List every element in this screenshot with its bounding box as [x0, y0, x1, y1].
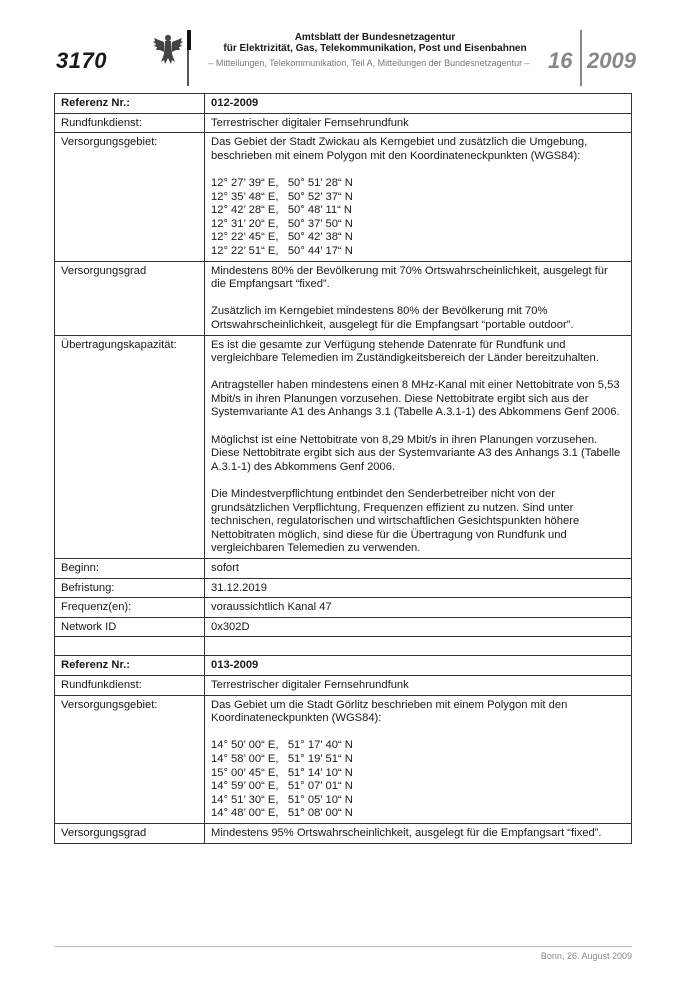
footer-date: Bonn, 26. August 2009	[540, 951, 632, 961]
area-label: Versorgungsgebiet:	[55, 133, 205, 261]
page-number: 3170	[56, 48, 107, 73]
service-value: Terrestrischer digitaler Fernsehrundfunk	[205, 675, 632, 695]
page-header	[0, 0, 700, 90]
term-label: Befristung:	[55, 578, 205, 598]
coordinate: 12° 27’ 39“ E, 50° 51’ 28“ N	[211, 176, 353, 189]
network-id-value: 0x302D	[205, 617, 632, 637]
ref-label: Referenz Nr.:	[55, 656, 205, 676]
frequency-value: voraussichtlich Kanal 47	[205, 598, 632, 618]
table-row	[55, 675, 632, 695]
table-row	[55, 598, 632, 618]
grade-paragraph: Mindestens 80% der Bevölkerung mit 70% Ortswahrscheinlichkeit, ausgelegt für die Empfangsart “fixed”.	[211, 264, 608, 291]
table-row	[55, 823, 632, 843]
table-row	[55, 578, 632, 598]
ref-label: Referenz Nr.:	[55, 94, 205, 114]
frequency-label: Frequenz(en):	[55, 598, 205, 618]
capacity-label: Übertragungskapazität:	[55, 335, 205, 559]
section-subtitle: – Mitteilungen, Telekommunikation, Teil A, Mitteilungen der Bundesnetzagentur –	[208, 58, 530, 68]
capacity-paragraph: Möglichst ist eine Nettobitrate von 8,29 Mbit/s in ihren Planungen vorzusehen. Diese Nettobitrate ergibt sich aus der Systemvariante A3 des Anhangs 3.1 (Tabelle A.3.1-1) des Abkommens Genf 2006.	[211, 433, 621, 473]
publication-subtitle: für Elektrizität, Gas, Telekommunikation, Post und Eisenbahnen	[223, 43, 527, 54]
table-row	[55, 617, 632, 637]
table-row	[55, 261, 632, 335]
table-spacer-row	[55, 637, 632, 656]
area-description: Das Gebiet der Stadt Zwickau als Kerngebiet und zusätzlich die Umgebung, beschrieben mit einem Polygon mit den Koordinateneckpunkten (WGS84):	[211, 136, 588, 162]
header-divider-right	[580, 30, 582, 86]
publication-title: Amtsblatt der Bundesnetzagentur	[294, 32, 456, 43]
coordinate: 15° 00’ 45“ E, 51° 14’ 10“ N	[211, 766, 353, 779]
capacity-value	[205, 335, 632, 559]
grade-value	[205, 261, 632, 335]
ref-value: 012-2009	[205, 94, 632, 114]
issue-year: 2009	[587, 48, 636, 73]
coordinate: 12° 35’ 48“ E, 50° 52’ 37“ N	[211, 190, 353, 203]
table-row	[55, 113, 632, 133]
capacity-paragraph: Antragsteller haben mindestens einen 8 MHz-Kanal mit einer Nettobitrate von 5,53 Mbit/s in ihren Planungen vorzusehen. Diese Nettobitrate ergibt sich aus der Systemvariante A1 des Anhangs 3.1 (Tabelle A.3.1-1) des Abkommens Genf 2006.	[211, 379, 620, 419]
service-value: Terrestrischer digitaler Fernsehrundfunk	[205, 113, 632, 133]
start-value: sofort	[205, 559, 632, 579]
capacity-paragraph: Es ist die gesamte zur Verfügung stehende Datenrate für Rundfunk und vergleichbare Telemedien im Zuständigkeitsbereich der Länder bereitzuhalten.	[211, 338, 599, 365]
capacity-paragraph: Die Mindestverpflichtung entbindet den Senderbetreiber nicht von der grundsätzlichen Verpflichtung, Frequenzen effizient zu nutzen. Sind unter technischen, regulatorischen und wirtschaftlichen Gesichtspunkten höhere Nettobitraten möglich, sind diese für die Übertragung von Rundfunk und vergleichbaren Telemedien zu verwenden.	[211, 488, 580, 555]
frequency-allocation-table	[54, 93, 632, 844]
table-row	[55, 335, 632, 559]
ref-value: 013-2009	[205, 656, 632, 676]
area-description: Das Gebiet um die Stadt Görlitz beschrieben mit einem Polygon mit den Koordinateneckpunkten (WGS84):	[211, 698, 568, 725]
coordinate: 14° 50’ 00“ E, 51° 17’ 40“ N	[211, 739, 353, 752]
area-value	[205, 133, 632, 261]
table-row	[55, 133, 632, 261]
coordinate: 12° 22’ 51“ E, 50° 44’ 17“ N	[211, 244, 353, 257]
grade-label: Versorgungsgrad	[55, 261, 205, 335]
table-row	[55, 695, 632, 823]
coordinate: 14° 58’ 00“ E, 51° 19’ 51“ N	[211, 752, 353, 765]
area-label: Versorgungsgebiet:	[55, 695, 205, 823]
grade-label: Versorgungsgrad	[55, 823, 205, 843]
coordinate: 12° 42’ 28“ E, 50° 48’ 11“ N	[211, 204, 352, 217]
service-label: Rundfunkdienst:	[55, 113, 205, 133]
start-label: Beginn:	[55, 559, 205, 579]
footer-divider	[54, 946, 632, 947]
grade-value	[205, 823, 632, 843]
coordinate: 12° 31’ 20“ E, 50° 37’ 50“ N	[211, 217, 353, 230]
table-row	[55, 559, 632, 579]
table-row	[55, 656, 632, 676]
grade-paragraph: Zusätzlich im Kerngebiet mindestens 80% der Bevölkerung mit 70% Ortswahrscheinlichkeit, ausgelegt für die Empfangsart “portable outdoor”.	[211, 305, 574, 331]
service-label: Rundfunkdienst:	[55, 675, 205, 695]
coordinate: 14° 51’ 30“ E, 51° 05’ 10“ N	[211, 793, 353, 806]
coordinate: 12° 22’ 45“ E, 50° 42’ 38“ N	[211, 231, 353, 244]
term-value: 31.12.2019	[205, 578, 632, 598]
coordinate: 14° 48’ 00“ E, 51° 08’ 00“ N	[211, 807, 353, 820]
table-row	[55, 94, 632, 114]
network-id-label: Network ID	[55, 617, 205, 637]
area-value	[205, 695, 632, 823]
federal-eagle-icon	[152, 32, 184, 68]
grade-paragraph: Mindestens 95% Ortswahrscheinlichkeit, ausgelegt für die Empfangsart “fixed”.	[211, 826, 602, 839]
coordinate: 14° 59’ 00“ E, 51° 07’ 01“ N	[211, 780, 353, 793]
issue-number: 16	[548, 48, 573, 73]
